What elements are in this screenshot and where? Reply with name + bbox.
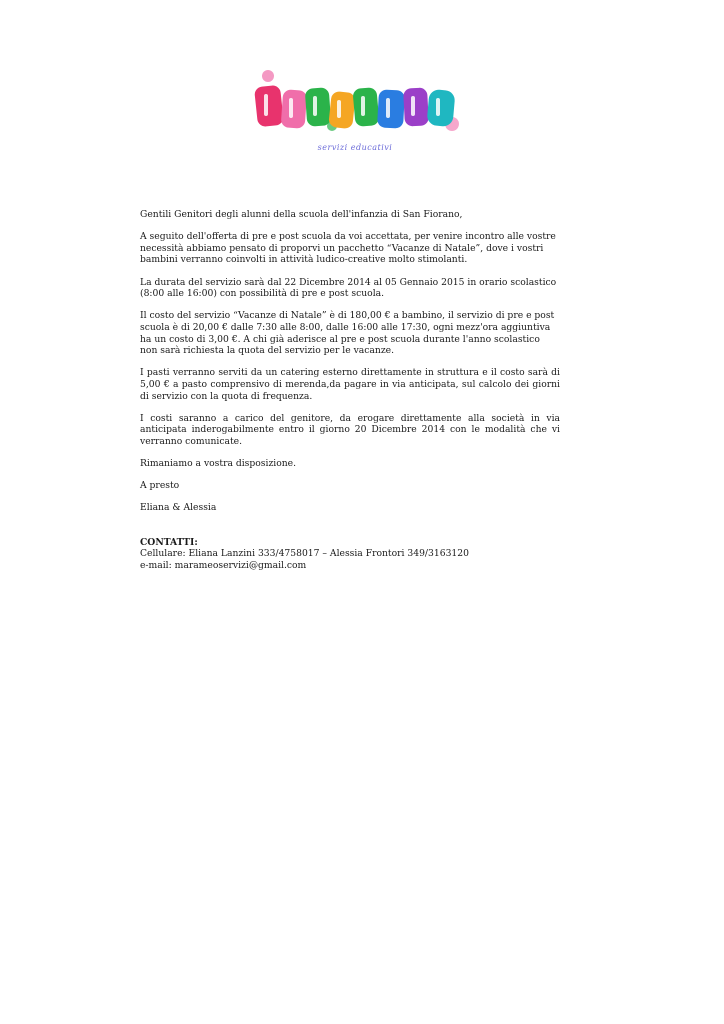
paragraph-duration: La durata del servizio sarà dal 22 Dicembre 2014 al 05 Gennaio 2015 in orario scolastico (8:00 alle 16:00) con possibilità di pre e post scuola. (140, 276, 557, 300)
greeting: Gentili Genitori degli alunni della scuola dell'infanzia di San Fiorano, (140, 209, 463, 220)
paragraph-closing: A presto (140, 480, 180, 492)
paragraph-meals: I pasti verranno serviti da un catering esterno direttamente in struttura e il costo sarà di 5,00 € a pasto comprensivo di merenda,da pagare in via anticipata, sul calcolo dei giorni di servizio con la quota di frequenza. (140, 367, 560, 402)
logo-tagline: servizi educativi (317, 143, 393, 152)
signature: Eliana & Alessia (140, 502, 217, 514)
contacts-email: e-mail: marameoservizi@gmail.com (140, 559, 307, 571)
paragraph-cost: Il costo del servizio “Vacanze di Natale” è di 180,00 € a bambino, il servizio di pre e post scuola è di 20,00 € dalle 7:30 alle 8:00, dalle 16:00 alle 17:30, ogni mezz'ora aggiuntiva ha un costo di 3,00 €. A chi già aderisce al pre e post scuola durante l'anno scolastico non sarà richiesta la quota del servizio per le vacanze. (140, 310, 555, 357)
paragraph-availability: Rimaniamo a vostra disposizione. (140, 458, 297, 470)
contacts-section (140, 537, 560, 571)
paragraph-payment: I costi saranno a carico del genitore, da erogare direttamente alla società in via anticipata inderogabilmente entro il giorno 20 Dicembre 2014 con le modalità che vi verranno comunicate. (140, 412, 560, 447)
contacts-title: CONTATTI: (140, 537, 198, 548)
paragraph-offer: A seguito dell'offerta di pre e post scuola da voi accettata, per venire incontro alle vostre necessità abbiamo pensato di proporvi un pacchetto “Vacanze di Natale”, dove i vostri bambini verranno coinvolti in attività ludico-creative molto stimolanti. (140, 231, 556, 266)
letter-body (140, 209, 560, 525)
contacts-phone: Cellulare: Eliana Lanzini 333/4758017 – Alessia Frontori 349/3163120 (140, 548, 469, 560)
